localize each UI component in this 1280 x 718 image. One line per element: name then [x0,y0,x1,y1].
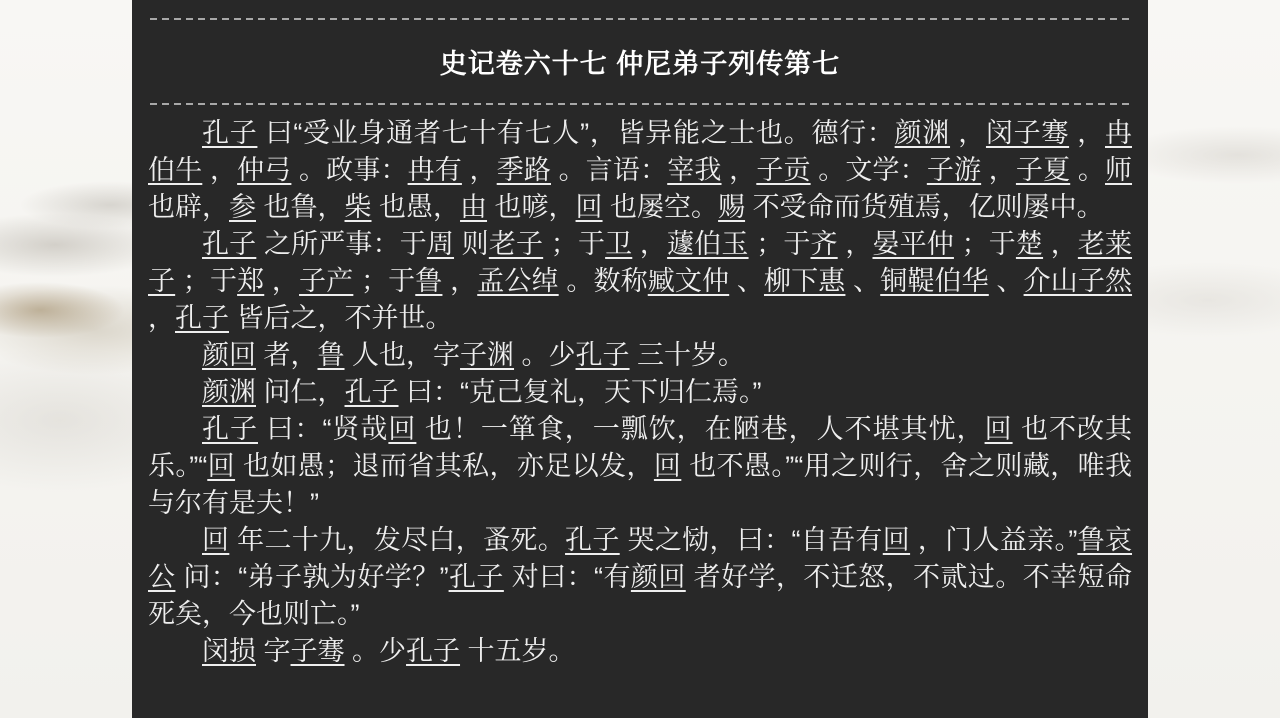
entity-link[interactable]: 师 [1105,155,1133,185]
text-run: 年二十九，发尽白，蚤死。 [229,525,566,555]
text-run: 。少 [514,340,576,370]
entity-link[interactable]: 闵损 [202,636,256,666]
text-run: 。政事： [291,155,408,185]
entity-link[interactable]: 颜渊 [202,377,256,407]
page-title: 史记卷六十七 仲尼弟子列传第七 [439,49,841,79]
entity-link[interactable]: 郑 [237,266,265,296]
entity-link[interactable]: 柳下惠 [763,266,846,296]
entity-link[interactable]: 孔子 [406,636,461,666]
entity-link[interactable]: 赐 [718,192,746,222]
entity-link[interactable]: 子产 [299,266,354,296]
text-run: 也辟， [148,192,229,222]
background-art-right [1148,0,1280,718]
text-run: 者， [256,340,318,370]
entity-link[interactable]: 子贡 [756,155,811,185]
text-run: 、 [845,266,881,296]
top-divider [150,18,1130,20]
text-run: ， [950,118,986,148]
text-run: 哭之恸，曰：“自吾有 [619,525,883,555]
entity-link[interactable]: 子游 [926,155,982,185]
entity-link[interactable]: 鲁 [317,340,345,370]
text-run: 。 [1070,155,1106,185]
entity-link[interactable]: 孟公绰 [477,266,559,296]
text-run: 。文学： [810,155,927,185]
text-run: ， [442,266,478,296]
entity-link[interactable]: 鲁哀公 [148,525,1133,592]
paragraph [148,522,1132,633]
paragraph [148,226,1132,337]
text-run: 、 [988,266,1024,296]
text-run: 也如愚；退而省其私，亦足以发， [235,451,654,481]
entity-link[interactable]: 仲弓 [237,155,292,185]
paragraph [148,115,1132,226]
text-run: ， [461,155,497,185]
title-divider [150,103,1130,105]
paragraph [148,374,1132,411]
text-run: ；于 [748,229,811,259]
text-run: 也！一箪食，一瓢饮，在陋巷，人不堪其忧， [416,414,985,444]
text-run: 也不改其乐。”“ [148,414,1133,481]
text-run: ，门人益亲。” [910,525,1078,555]
entity-link[interactable]: 参 [229,192,256,222]
entity-link[interactable]: 子骞 [290,636,345,666]
entity-link[interactable]: 晏平仲 [872,229,954,259]
entity-link[interactable]: 楚 [1015,229,1044,259]
text-run: 者好学，不迁怒，不贰过。不幸短命死矣，今也则亡。” [148,562,1133,629]
text-run: ；于 [353,266,416,296]
entity-link[interactable]: 颜回 [630,562,686,592]
text-run: 对曰：“有 [503,562,631,592]
text-run: 也鲁， [256,192,345,222]
entity-link[interactable]: 子渊 [460,340,515,370]
text-run: ， [837,229,873,259]
entity-link[interactable]: 周 [426,229,455,259]
paragraph [148,411,1132,522]
text-run: ；于 [175,266,238,296]
entity-link[interactable]: 宰我 [667,155,722,185]
entity-link[interactable]: 鲁 [415,266,443,296]
text-run: 曰“受业身通者七十有七人”，皆异能之士也。德行： [257,118,895,148]
text-run: 之所严事：于 [256,229,427,259]
entity-link[interactable]: 铜鞮伯华 [880,266,989,296]
text-run: 也不愚。”“用之则行，舍之则藏，唯我与尔有是夫！” [148,451,1133,518]
entity-link[interactable]: 闵子骞 [985,118,1070,148]
text-run: ， [1069,118,1105,148]
text-run: 三十岁。 [629,340,746,370]
text-run: ， [1043,229,1078,259]
text-run: ；于 [953,229,1016,259]
entity-link[interactable]: 孔子 [202,229,257,259]
text-run: ， [981,155,1016,185]
text-run: 则 [454,229,489,259]
entity-link[interactable]: 颜回 [202,340,256,370]
entity-link[interactable]: 冉伯牛 [148,118,1132,185]
entity-link[interactable]: 孔子 [448,562,504,592]
text-run: ， [202,155,238,185]
text-run: 十五岁。 [460,636,576,666]
entity-link[interactable]: 臧文仲 [647,266,730,296]
text-run: 问仁， [256,377,345,407]
entity-link[interactable]: 冉有 [407,155,462,185]
entity-link[interactable]: 回 [207,451,236,481]
text-run: 。数称 [558,266,648,296]
background-art-left [0,0,132,718]
paragraph [148,633,1132,670]
entity-link[interactable]: 老子 [488,229,544,259]
text-run: 人也，字 [344,340,461,370]
entity-link[interactable]: 孔子 [575,340,630,370]
entity-link[interactable]: 孔子 [202,414,258,444]
entity-link[interactable]: 卫 [605,229,633,259]
text-run: 。少 [344,636,407,666]
text-run: 也愚， [371,192,461,222]
text-run: 曰：“贤哉 [257,414,389,444]
text-run: 不受命而货殖焉，亿则屡中。 [745,192,1104,222]
entity-link[interactable]: 蘧伯玉 [667,229,749,259]
entity-link[interactable]: 回 [984,414,1013,444]
text-run: 。言语： [551,155,668,185]
text-run: 曰：“克己复礼，天下归仁焉。” [398,377,762,407]
entity-link[interactable]: 孔子 [565,525,620,555]
text-run: 问：“弟子孰为好学？” [175,562,449,592]
entity-link[interactable]: 季路 [496,155,551,185]
entity-link[interactable]: 由 [460,192,488,222]
entity-link[interactable]: 孔子 [175,303,229,333]
entity-link[interactable]: 回 [653,451,682,481]
entity-link[interactable]: 回 [882,525,911,555]
text-run: 、 [729,266,764,296]
text-run: ， [264,266,300,296]
entity-link[interactable]: 柴 [344,192,372,222]
article-body [148,115,1132,670]
entity-link[interactable]: 回 [202,525,230,555]
entity-link[interactable]: 子夏 [1015,155,1071,185]
paragraph [148,337,1132,374]
text-run: 也喭， [487,192,576,222]
entity-link[interactable]: 齐 [810,229,838,259]
reader-panel [132,0,1148,718]
text-run: 字 [256,636,291,666]
entity-link[interactable]: 回 [388,414,417,444]
text-run: 也屡空。 [602,192,719,222]
text-run: 皆后之，不并世。 [229,303,453,333]
text-run: ， [632,229,668,259]
entity-link[interactable]: 介山子然 [1023,266,1133,296]
text-run: ， [148,303,175,333]
entity-link[interactable]: 孔子 [202,118,258,148]
entity-link[interactable]: 孔子 [344,377,399,407]
entity-link[interactable]: 颜渊 [894,118,951,148]
entity-link[interactable]: 老莱子 [148,229,1133,296]
text-run: ；于 [543,229,606,259]
entity-link[interactable]: 回 [575,192,603,222]
text-run: ， [721,155,757,185]
